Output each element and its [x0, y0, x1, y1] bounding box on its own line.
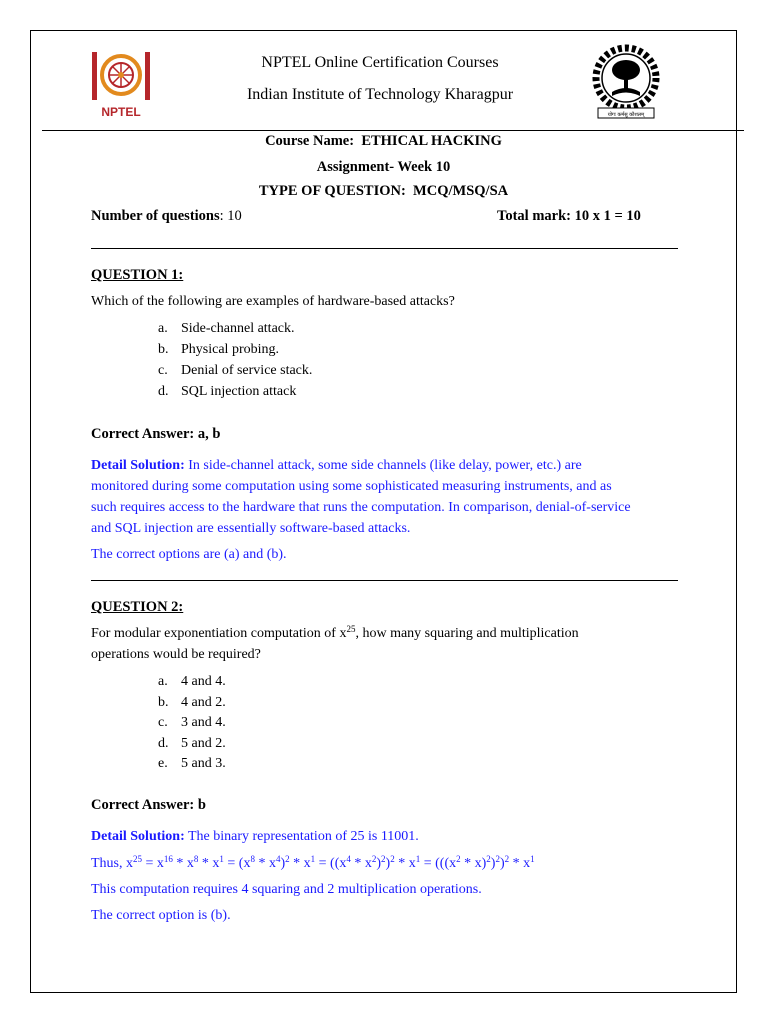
question-2-solution-line-3: This computation requires 4 squaring and 2 multiplication operations.: [91, 882, 482, 897]
separator: [91, 580, 678, 581]
number-of-questions: Number of questions: 10: [91, 208, 242, 224]
question-2-text-line-2: operations would be required?: [91, 647, 261, 662]
header-line-2: Indian Institute of Technology Kharagpur: [246, 86, 514, 103]
question-2-conclusion: The correct option is (b).: [91, 908, 231, 923]
question-2-text-line-1: For modular exponentiation computation of $x^{25}$, how many squaring and multiplication: [91, 624, 579, 641]
question-2-heading: QUESTION 2:: [91, 599, 184, 615]
question-1-heading: QUESTION 1:: [91, 267, 184, 283]
svg-text:NPTEL: NPTEL: [101, 105, 141, 119]
question-1-option-b: b. Physical probing.: [158, 342, 279, 357]
svg-text:योगः कर्मसु कौशलम्: योगः कर्मसु कौशलम्: [607, 112, 645, 118]
question-2-option-c: c. 3 and 4.: [158, 715, 226, 730]
question-1-solution-line-4: and SQL injection are essentially software-based attacks.: [91, 521, 411, 536]
total-mark: Total mark: 10 x 1 = 10: [497, 208, 641, 224]
nptel-logo: [90, 50, 152, 122]
question-type-line: TYPE OF QUESTION: MCQ/MSQ/SA: [258, 183, 509, 199]
question-1-option-c: c. Denial of service stack.: [158, 363, 313, 378]
question-2-math-derivation: Thus, $x^{25} = x^{16} * x^8 * x^1 = (x^8 * x^4)^2 * x^1 = ((x^4 * x^2)^2)^2 * x^1 = (((x^2 * x)^2)^2)^2 * x^1$: [91, 854, 535, 871]
question-2-solution-line-1: Detail Solution: The binary representation of 25 is 11001.: [91, 829, 419, 844]
question-2-answer: Correct Answer: b: [91, 797, 206, 813]
question-2-option-d: d. 5 and 2.: [158, 736, 226, 751]
question-1-option-a: a. Side-channel attack.: [158, 321, 295, 336]
iit-kharagpur-logo: [590, 42, 662, 122]
header-rule: [42, 130, 744, 131]
question-1-answer: Correct Answer: a, b: [91, 426, 221, 442]
question-1-solution-line-3: such requires access to the hardware that runs the computation. In comparison, denial-of-service: [91, 500, 631, 515]
question-2-option-b: b. 4 and 2.: [158, 695, 226, 710]
question-1-option-d: d. SQL injection attack: [158, 384, 297, 399]
header-line-1: NPTEL Online Certification Courses: [261, 54, 499, 71]
question-1-solution-line-2: monitored during some computation using some sophisticated measuring instruments, and as: [91, 479, 612, 494]
question-2-option-e: e. 5 and 3.: [158, 756, 226, 771]
separator: [91, 248, 678, 249]
course-name-line: Course Name: ETHICAL HACKING: [265, 133, 502, 149]
question-1-conclusion: The correct options are (a) and (b).: [91, 547, 287, 562]
question-1-solution-line-1: Detail Solution: In side-channel attack, some side channels (like delay, power, etc.) are: [91, 458, 582, 473]
question-1-text: Which of the following are examples of hardware-based attacks?: [91, 294, 455, 309]
assignment-title: Assignment- Week 10: [316, 159, 451, 175]
question-2-option-a: a. 4 and 4.: [158, 674, 226, 689]
